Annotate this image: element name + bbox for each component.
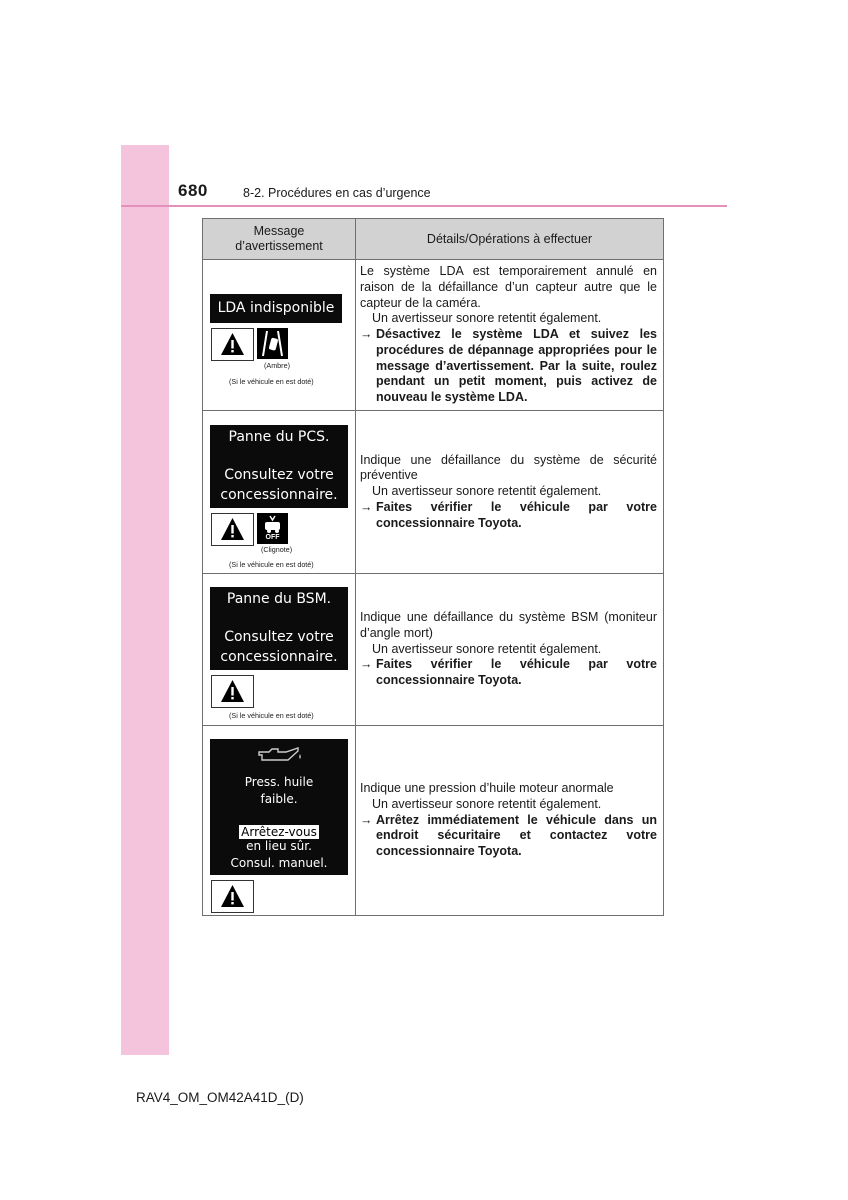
message-cell (203, 574, 356, 726)
table-row (203, 574, 664, 726)
warning-triangle-icon (212, 329, 253, 360)
warning-triangle-icon (212, 514, 253, 545)
header-rule (121, 205, 727, 207)
table-row (203, 411, 664, 574)
indicator-caption: (Ambre) (264, 361, 290, 370)
side-tab-bar (121, 145, 169, 1055)
lda-indicator (257, 328, 288, 359)
action-text: Désactivez le système LDA et suivez les procédures de dépannage appropriées pour le message d’avertissement. Par la suite, roulez pendant un petit moment, puis activez de nouveau le système LDA. (376, 327, 657, 405)
details-cell (356, 260, 664, 411)
buzzer-text: Un avertisseur sonore retentit également. (372, 641, 602, 656)
buzzer-text: Un avertisseur sonore retentit également. (372, 796, 602, 811)
lda-display (210, 294, 342, 323)
bsm-display (210, 587, 348, 670)
details-text: Indique une défaillance du système de sécurité préventive (360, 452, 657, 483)
oil-display (210, 739, 348, 875)
details-text: Indique une pression d’huile moteur anormale (360, 781, 614, 795)
display-line: Panne du BSM. (226, 591, 332, 607)
pcs-indicator (257, 513, 288, 544)
table-header-row (203, 219, 664, 260)
display-line: Consul. manuel. (230, 856, 328, 870)
message-cell (203, 260, 356, 411)
warning-light (211, 675, 254, 708)
display-line: concessionnaire. (220, 487, 338, 503)
display-line: faible. (260, 792, 298, 806)
display-line: Panne du PCS. (228, 429, 330, 445)
action-text: Faites vérifier le véhicule par votre concessionnaire Toyota. (376, 657, 657, 688)
footer-code: RAV4_OM_OM42A41D_(D) (136, 1090, 304, 1105)
arrow-icon: → (360, 812, 373, 827)
action-item (360, 813, 657, 860)
display-line: en lieu sûr. (246, 839, 312, 853)
details-cell (356, 726, 664, 916)
section-title: 8-2. Procédures en cas d’urgence (243, 186, 431, 200)
warning-table (202, 218, 664, 916)
buzzer-text: Un avertisseur sonore retentit également. (372, 311, 602, 326)
arrow-icon: → (360, 657, 373, 672)
arrow-icon: → (360, 499, 373, 514)
details-cell (356, 411, 664, 574)
action-item (360, 657, 657, 689)
column-header-message: Message d’avertissement (203, 219, 356, 260)
action-text: Faites vérifier le véhicule par votre concessionnaire Toyota. (376, 499, 657, 530)
table-row (203, 260, 664, 411)
indicator-caption: (Clignote) (261, 545, 293, 554)
display-line: Consultez votre (224, 629, 334, 645)
details-text: Indique une défaillance du système BSM (moniteur d’angle mort) (360, 610, 657, 640)
action-text: Arrêtez immédiatement le véhicule dans un endroit sécuritaire et contactez votre concessionnaire Toyota. (376, 812, 657, 859)
message-cell (203, 411, 356, 574)
arrow-icon: → (360, 327, 373, 342)
oil-can-icon (254, 744, 304, 766)
action-item (360, 500, 657, 532)
column-header-details: Détails/Opérations à effectuer (356, 219, 664, 260)
display-line: Consultez votre (224, 467, 334, 483)
equipped-note: (Si le véhicule en est doté) (229, 560, 314, 569)
pcs-display (210, 425, 348, 508)
warning-triangle-icon (212, 676, 253, 707)
page-number: 680 (178, 181, 208, 200)
pcs-off-icon (257, 513, 288, 535)
equipped-note: (Si le véhicule en est doté) (229, 377, 314, 386)
warning-triangle-icon (212, 881, 253, 912)
action-item (360, 327, 657, 406)
lda-lane-icon (257, 328, 288, 359)
details-text: Le système LDA est temporairement annulé en raison de la défaillance d’un capteur autre que le capteur de la caméra. (360, 263, 657, 310)
display-line: Arrêtez-vous (241, 825, 317, 839)
warning-light (211, 328, 254, 361)
message-cell (203, 726, 356, 916)
display-line: Press. huile (244, 775, 314, 789)
equipped-note: (Si le véhicule en est doté) (229, 711, 314, 720)
display-line: concessionnaire. (220, 649, 338, 665)
warning-light (211, 513, 254, 546)
indicator-text: OFF (265, 534, 280, 541)
details-cell (356, 574, 664, 726)
table-row (203, 726, 664, 916)
display-line: LDA indisponible (217, 300, 335, 316)
buzzer-text: Un avertisseur sonore retentit également. (372, 484, 602, 499)
warning-light (211, 880, 254, 913)
